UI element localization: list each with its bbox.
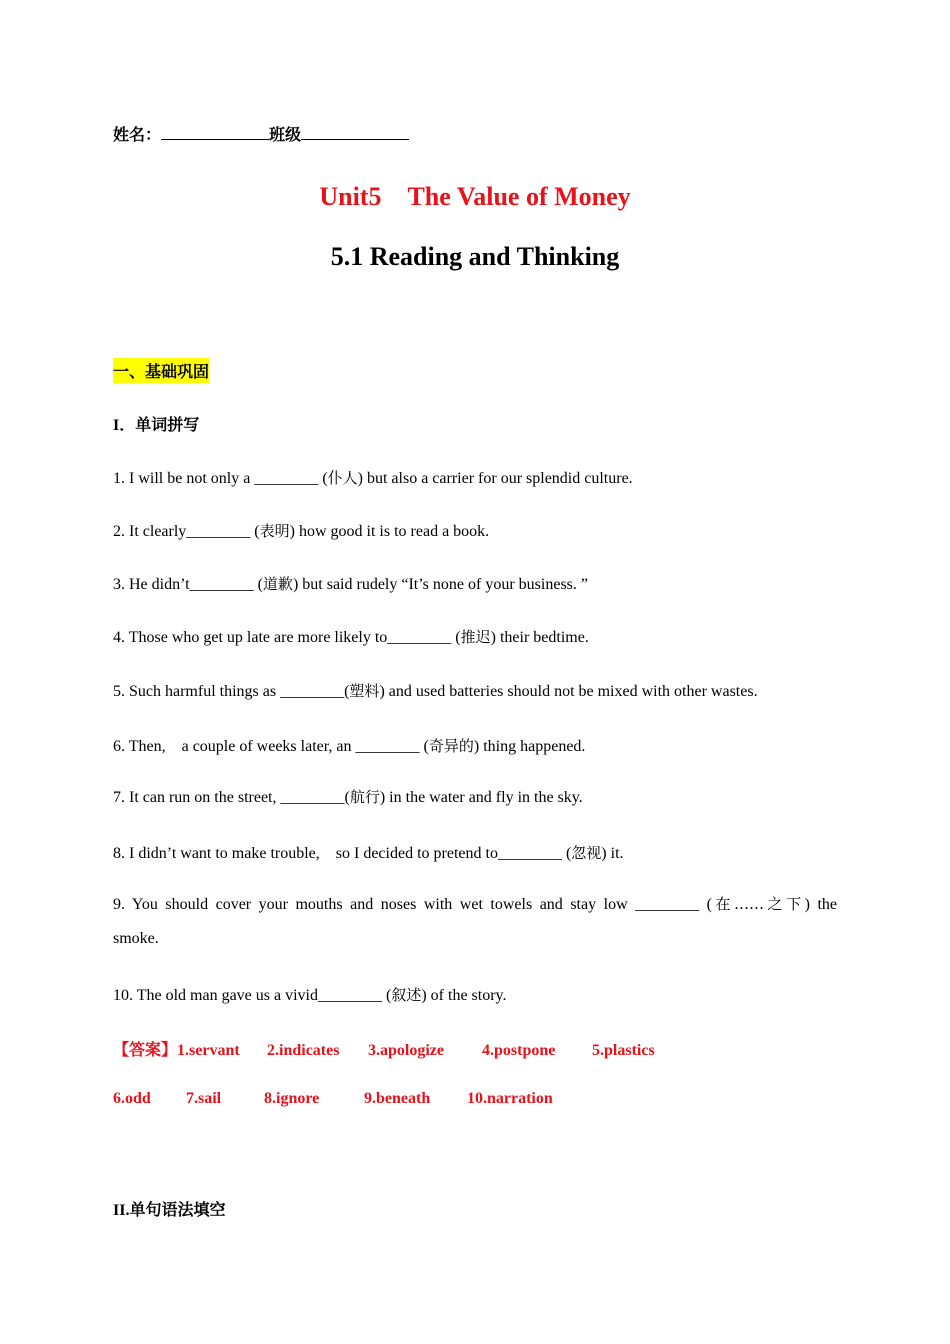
question-6: 6. Then, a couple of weeks later, an ________ (奇异的) thing happened. (113, 737, 586, 755)
answer-item: 10.narration (467, 1090, 553, 1107)
question-3: 3. He didn’t________ (道歉) but said rudely “It’s none of your business. ” (113, 575, 588, 593)
question-7: 7. It can run on the street, ________(航行) in the water and fly in the sky. (113, 788, 583, 806)
answer-row-1 (113, 1037, 655, 1060)
question-10: 10. The old man gave us a vivid________ (叙述) of the story. (113, 986, 507, 1004)
answer-item: 5.plastics (592, 1042, 655, 1059)
answer-item: 7.sail (186, 1090, 222, 1107)
answer-item: 4.postpone (482, 1042, 556, 1059)
name-blank[interactable] (161, 125, 269, 140)
name-class-line (113, 122, 409, 145)
part1-heading-text: 单词拼写 (135, 415, 200, 434)
question-9: 9. You should cover your mouths and noses with wet towels and stay low ________ (在……之下) the (113, 895, 838, 913)
answer-item: 2.indicates (267, 1042, 340, 1059)
answer-item: 3.apologize (368, 1042, 445, 1059)
question-8: 8. I didn’t want to make trouble, so I decided to pretend to________ (忽视) it. (113, 844, 624, 862)
question-9-continued: smoke. (113, 930, 159, 947)
class-blank[interactable] (301, 125, 409, 140)
answer-item: 6.odd (113, 1090, 151, 1107)
question-1: 1. I will be not only a ________ (仆人) but also a carrier for our splendid culture. (113, 469, 633, 487)
answer-item: 1.servant (177, 1042, 240, 1059)
answer-label: 【答案】 (113, 1040, 178, 1059)
answer-row-2 (113, 1090, 553, 1108)
question-5: 5. Such harmful things as ________(塑料) and used batteries should not be mixed with other wastes. (113, 682, 758, 700)
lesson-title: 5.1 Reading and Thinking (330, 242, 620, 271)
answer-item: 9.beneath (364, 1090, 431, 1107)
name-label: 姓名： (113, 125, 162, 144)
class-label: 班级 (269, 125, 302, 144)
answer-item: 8.ignore (264, 1090, 320, 1107)
unit-title: Unit5 The Value of Money (319, 182, 631, 211)
section-heading: 一、基础巩固 (113, 358, 209, 383)
part2-heading: II.单句语法填空 (113, 1202, 226, 1219)
question-4: 4. Those who get up late are more likely to________ (推迟) their bedtime. (113, 628, 589, 646)
part1-heading (113, 412, 199, 435)
part1-heading-num: I． (113, 417, 136, 434)
question-2: 2. It clearly________ (表明) how good it is to read a book. (113, 522, 490, 540)
